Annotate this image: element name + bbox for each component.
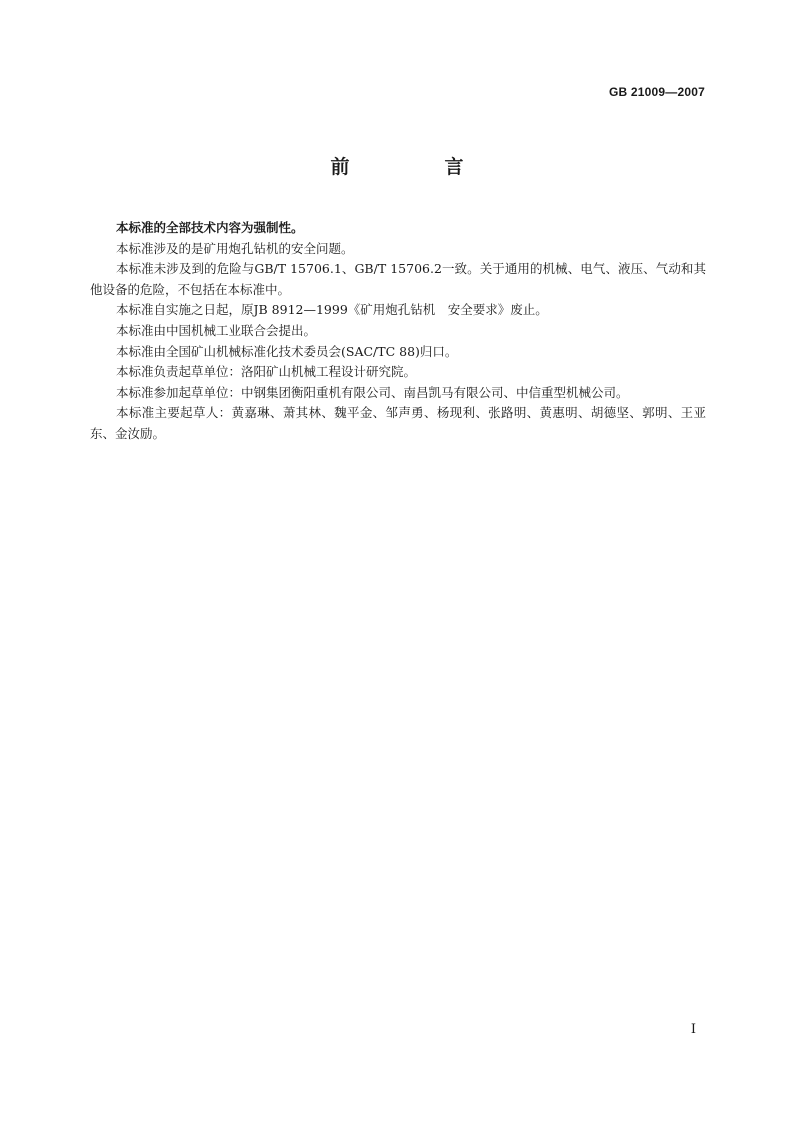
paragraph-proposer: 本标准由中国机械工业联合会提出。 — [116, 322, 317, 338]
paragraph-lead-drafter: 本标准负责起草单位：洛阳矿山机械工程设计研究院。 — [116, 364, 417, 380]
paragraph-mandatory-statement: 本标准的全部技术内容为强制性。 — [116, 220, 304, 235]
page-number: I — [690, 1022, 696, 1037]
page-title: 前 言 — [330, 156, 502, 178]
paragraph-participating-drafters: 本标准参加起草单位：中钢集团衡阳重机有限公司、南昌凯马有限公司、中信重型机械公司。 — [116, 384, 629, 400]
foreword-body — [90, 218, 706, 445]
paragraph-hazards: 本标准未涉及到的危险与GB/T 15706.1、GB/T 15706.2一致。关于通用的机械、电气、液压、气动和其他设备的危险，不包括在本标准中。 — [90, 261, 706, 297]
paragraph-replacement: 本标准自实施之日起，原JB 8912—1999《矿用炮孔钻机 安全要求》废止。 — [116, 302, 548, 318]
paragraph-scope: 本标准涉及的是矿用炮孔钻机的安全问题。 — [116, 240, 354, 256]
standard-code: GB 21009—2007 — [609, 85, 705, 99]
paragraph-main-drafters: 本标准主要起草人：黄嘉琳、萧其林、魏平金、邹声勇、杨现利、张路明、黄惠明、胡德坚、郭明、王亚东、金汝励。 — [90, 405, 706, 441]
paragraph-technical-committee: 本标准由全国矿山机械标准化技术委员会(SAC/TC 88)归口。 — [116, 343, 458, 359]
